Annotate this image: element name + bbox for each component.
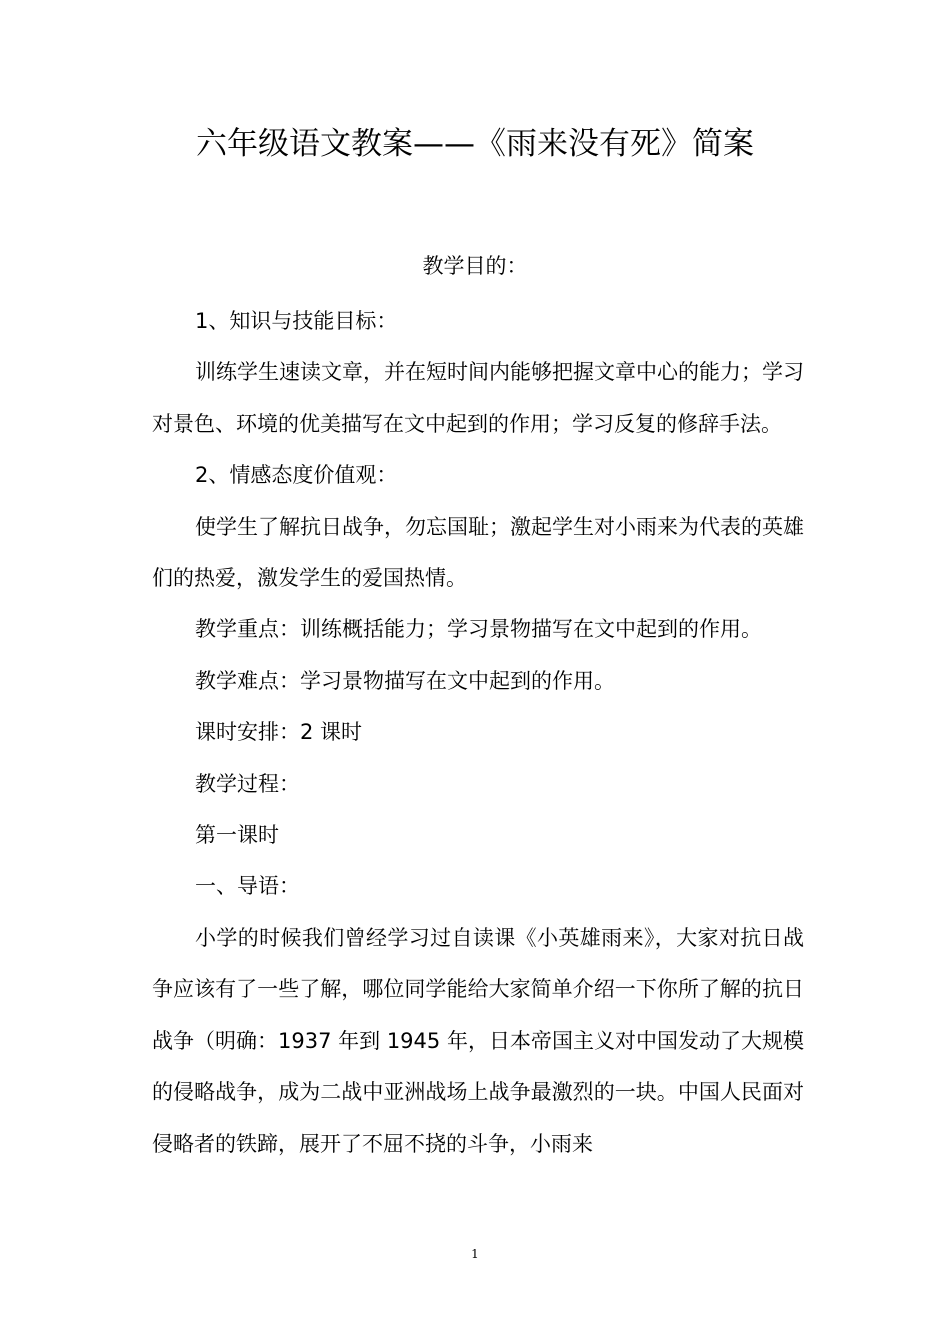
document-title: 六年级语文教案——《雨来没有死》简案 <box>196 126 754 162</box>
paragraph-emotion-content: 使学生了解抗日战争，勿忘国耻；激起学生对小雨来为代表的英雄们的热爱，激发学生的爱国热情。 <box>152 514 804 591</box>
paragraph-difficulties: 教学难点：学习景物描写在文中起到的作用。 <box>195 668 615 693</box>
document-body <box>152 296 804 1170</box>
paragraph-first-lesson: 第一课时 <box>195 823 279 848</box>
paragraph-introduction-content: 小学的时候我们曾经学习过自读课《小英雄雨来》，大家对抗日战争应该有了一些了解，哪位同学能给大家简单介绍一下你所了解的抗日战争（明确：1937 年到 1945 年，日本帝国主义对中国发动了大规模的侵略战争，成为二战中亚洲战场上战争最激烈的一块。中国人民面对侵略者的铁蹄，展开了不屈不挠的斗争，小雨来 <box>152 925 804 1156</box>
paragraph-process-heading: 教学过程： <box>195 771 300 796</box>
paragraph-knowledge-content: 训练学生速读文章，并在短时间内能够把握文章中心的能力；学习对景色、环境的优美描写在文中起到的作用；学习反复的修辞手法。 <box>152 360 804 436</box>
paragraph-schedule: 课时安排：2 课时 <box>195 720 363 745</box>
paragraph-introduction-heading: 一、导语： <box>195 874 300 899</box>
paragraph-knowledge-heading: 1、知识与技能目标： <box>195 309 398 333</box>
page-number: 1 <box>471 1247 479 1261</box>
paragraph-emotion-heading: 2、情感态度价值观： <box>195 463 398 488</box>
paragraph-key-points: 教学重点：训练概括能力；学习景物描写在文中起到的作用。 <box>195 617 762 642</box>
objective-heading: 教学目的： <box>422 254 528 278</box>
